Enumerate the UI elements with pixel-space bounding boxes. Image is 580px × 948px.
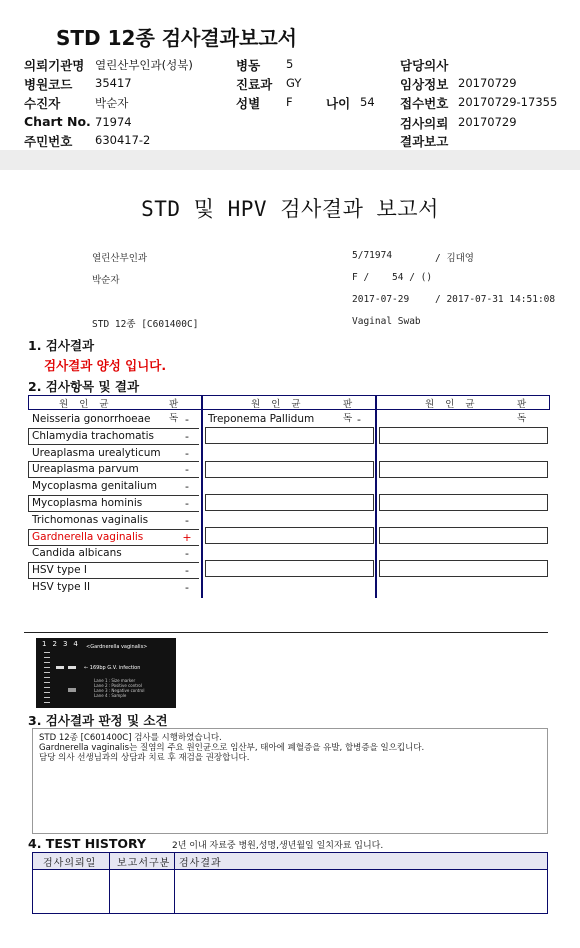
field-value-ward: 5 [286,57,294,71]
pathogen-name: Candida albicans [32,547,122,560]
positive-result-text: 검사결과 양성 입니다. [44,358,167,373]
empty-result-cell [205,461,374,478]
pathogen-name: Ureaplasma parvum [32,463,139,476]
gel-title: <Gardnerella vaginalis> [86,644,148,650]
pathogen-name: Chlamydia trachomatis [32,429,155,442]
field-label-ward: 병동 [236,58,261,73]
history-col-date: 검사의뢰일 [43,858,97,869]
history-note: 2년 이내 자료중 병원,성명,생년월일 일치자료 입니다. [172,841,384,851]
report-id-line: 5/71974 [352,250,393,261]
report-title: STD 및 HPV 검사결과 보고서 [141,197,439,221]
pathogen-name: Gardnerella vaginalis [32,530,144,543]
opinion-line: 담당 의사 선생님과의 상담과 치료 후 재검을 권장합니다. [39,753,250,763]
field-value-institution: 열린산부인과(성북) [95,58,193,72]
field-value-clinical-info: 20170729 [458,76,517,90]
field-label-age: 나이 [326,96,351,111]
field-value-age: 54 [360,95,375,109]
gel-legend-item: Lane 2 : Positive control [94,683,142,688]
empty-result-cell [379,461,548,478]
pathogen-result: - [185,413,189,426]
pathogen-name: Mycoplasma hominis [32,497,143,509]
history-table-header [32,852,548,870]
empty-result-cell [205,494,374,511]
divider-line [24,632,548,633]
document-title: STD 12종 검사결과보고서 [56,26,297,50]
history-col-result: 검사결과 [179,858,222,869]
field-label-department: 진료과 [236,77,273,92]
report-test-code: STD 12종 [C601400C] [92,319,199,330]
column-divider [109,869,110,913]
section1-heading: 1. 검사결과 [28,338,95,353]
column-divider [201,410,203,598]
field-label-patient: 수진자 [24,96,61,111]
empty-result-cell [379,527,548,544]
empty-result-cell [205,527,374,544]
field-value-sex: F [286,95,293,109]
col-header-result: 판 독 [343,399,357,424]
field-label-resident-no: 주민번호 [24,134,73,149]
gel-legend-item: Lane 1 : Size marker [94,678,136,683]
field-label-hospital-code: 병원코드 [24,77,73,92]
empty-result-cell [379,560,548,577]
field-value-patient: 박순자 [95,96,129,110]
gel-lane-label: 2 [52,640,63,648]
pathogen-result: - [185,564,189,578]
empty-result-cell [205,560,374,577]
field-label-chart-no: Chart No. [24,114,91,129]
pathogen-result: - [185,513,189,527]
gel-electrophoresis-image: 1234 <Gardnerella vaginalis> ← 169bp G.V. infection Lane 1 : Size marker Lane 2 : Positive control Lane 3 : Negative control Lane 4 : Sample [36,638,176,708]
report-hospital: 열린산부인과 [92,253,148,264]
opinion-box [32,728,548,834]
history-col-report-type: 보고서구분 [117,858,171,869]
col-header-result: 판 독 [517,399,531,424]
field-label-institution: 의뢰기관명 [24,58,85,73]
field-value-receipt-no: 20170729-17355 [458,95,558,109]
field-label-doctor: 담당의사 [400,58,449,73]
col-header-pathogen: 원 인 균 [425,399,479,410]
pathogen-result: - [185,547,189,561]
pathogen-result: - [185,429,189,443]
pathogen-name: Treponema Pallidum [208,413,315,425]
gel-legend-item: Lane 3 : Negative control [94,688,145,693]
section4-heading: 4. TEST HISTORY [28,836,147,851]
field-label-clinical-info: 임상정보 [400,77,449,92]
pathogen-result: - [185,581,189,594]
field-value-test-request: 20170729 [458,115,517,129]
history-table-body [32,869,548,914]
col-header-3 [376,395,550,424]
pathogen-name: Neisseria gonorrhoeae [32,413,151,425]
empty-result-cell [379,427,548,444]
field-label-sex: 성별 [236,96,261,111]
col-header-pathogen: 원 인 균 [59,399,113,410]
gel-legend-item: Lane 4 : Sample [94,693,127,698]
report-specimen: Vaginal Swab [352,316,421,327]
pathogen-result: - [185,480,189,494]
col-header-result: 판 독 [169,399,183,424]
gel-band-label: 169bp G.V. infection [89,665,141,671]
report-date-reported: / 2017-07-31 14:51:08 [435,294,556,305]
report-sex-age: F / 54 / () [352,272,433,283]
gel-lane-label: 4 [73,640,84,648]
gel-lane-label: 3 [62,640,74,648]
pathogen-result: - [357,413,361,426]
field-label-receipt-no: 접수번호 [400,96,449,111]
pathogen-name: HSV type II [32,581,91,593]
pathogen-result: - [185,497,189,510]
pathogen-name: HSV type I [32,564,87,577]
section3-heading: 3. 검사결과 판정 및 소견 [28,713,168,728]
gel-band [56,666,64,669]
section2-heading: 2. 검사항목 및 결과 [28,379,140,394]
opinion-line: Gardnerella vaginalis는 질염의 주요 원인균으로 임산부, 태아에 폐혈증을 유발, 합병증을 일으킵니다. [39,743,425,753]
field-value-hospital-code: 35417 [95,76,132,90]
pathogen-result: + [182,530,192,544]
field-value-chart-no: 71974 [95,115,132,129]
pathogen-result: - [185,446,189,460]
size-marker-lane [44,652,50,704]
col-header-pathogen: 원 인 균 [251,399,305,410]
field-label-test-request: 검사의뢰 [400,116,449,131]
page-separator [0,150,580,170]
gel-lane-label: 1 [42,640,53,648]
gel-band [68,688,76,692]
column-divider [375,410,377,598]
report-date-received: 2017-07-29 [352,294,410,305]
pathogen-name: Mycoplasma genitalium [32,480,157,493]
report-doctor: / 김대영 [435,253,474,264]
column-divider [174,869,175,913]
report-patient: 박순자 [92,275,120,286]
empty-result-cell [205,427,374,444]
gel-band [68,666,76,669]
field-label-result-report: 결과보고 [400,134,449,149]
empty-result-cell [379,494,548,511]
field-value-resident-no: 630417-2 [95,133,151,147]
pathogen-result: - [185,463,189,477]
pathogen-name: Ureaplasma urealyticum [32,446,161,459]
opinion-line: STD 12종 [C601400C] 검사를 시행하였습니다. [39,733,222,743]
column-divider [174,853,175,869]
pathogen-name: Trichomonas vaginalis [32,513,149,526]
field-value-department: GY [286,76,302,90]
column-divider [109,853,110,869]
